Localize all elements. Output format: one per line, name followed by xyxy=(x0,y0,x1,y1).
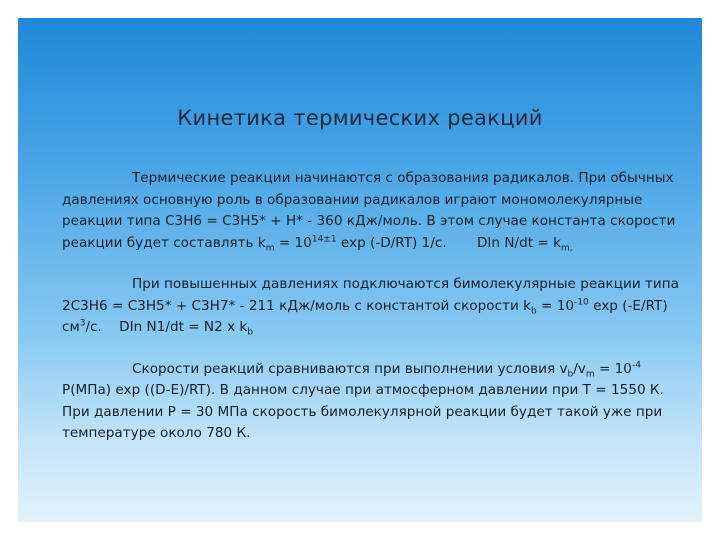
slide-title: Кинетика термических реакций xyxy=(177,106,543,130)
p2-text-b: = 10 xyxy=(536,297,575,314)
p3-sup-exponent: -4 xyxy=(631,359,641,370)
p1-sup-exponent: 14±1 xyxy=(311,233,337,244)
p3-text-a: Скорости реакций сравниваются при выполнении условия v xyxy=(132,360,568,377)
p3-text-c: = 10 xyxy=(594,360,632,377)
p1-text-a: Термические реакции начинаются с образования радикалов. При обычных давлениях основную роль в образовании радикалов играют мономолекулярные реакции типа С3Н6 = С3Н5* + Н* - 360 кДж/моль. В этом случае константа скорости реакции будет составлять k xyxy=(62,170,680,251)
p2-text-d: /c. DIn N1/dt = N2 x k xyxy=(85,319,248,335)
p3-sub-b: b xyxy=(567,369,574,380)
p1-sub-m: m xyxy=(265,243,275,254)
paragraph-bimolecular xyxy=(62,274,692,339)
p3-text-b: /v xyxy=(573,360,586,377)
p2-sup-exponent: -10 xyxy=(574,296,589,307)
p2-text-a: При повышенных давлениях подключаются бимолекулярные реакции типа 2С3Н6 = С3Н5* + С3Н7* - 211 кДж/моль с константой скорости k xyxy=(62,276,684,314)
p1-text-c: exp (-D/RT) 1/c. DIn N/dt = k xyxy=(336,234,561,251)
paragraph-comparison xyxy=(62,359,692,445)
p2-text-c: exp (-E/RT) см xyxy=(62,297,672,335)
p1-sub-m2: m, xyxy=(560,243,573,254)
p2-sub-b2: b xyxy=(247,327,254,338)
slide xyxy=(18,18,702,522)
p3-sub-m: m xyxy=(585,369,595,380)
slide-body xyxy=(62,168,692,465)
p2-sup-cube: 3 xyxy=(79,318,86,329)
p3-text-d: P(МПа) exp ((D-E)/RT). В данном случае при атмосферном давлении при Т = 1550 К. При давлении Р = 30 МПа скорость бимолекулярной реакции будет такой уже при температуре около 780 К. xyxy=(62,360,673,441)
p2-sub-b: b xyxy=(530,306,537,317)
paragraph-unimolecular xyxy=(62,168,692,254)
p1-text-b: = 10 xyxy=(274,234,312,251)
